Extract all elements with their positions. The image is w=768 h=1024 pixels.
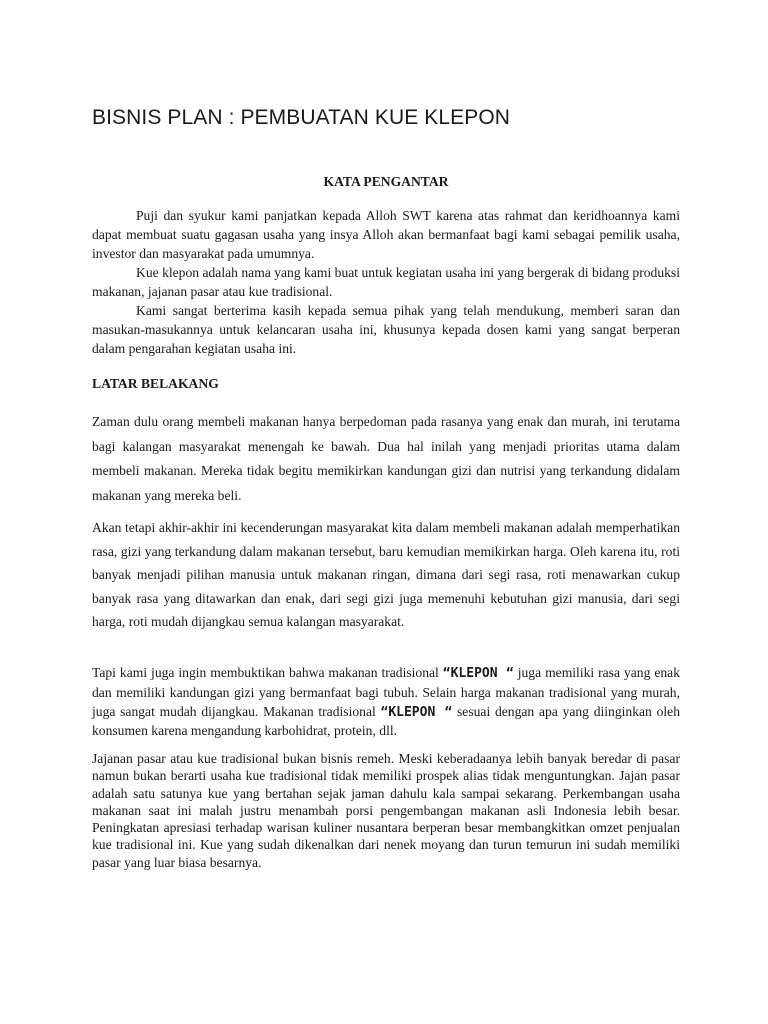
foreword-paragraph: Kue klepon adalah nama yang kami buat untuk kegiatan usaha ini yang bergerak di bidang produksi makanan, jajanan pasar atau kue tradisional. xyxy=(92,265,680,299)
background-paragraph-4: Jajanan pasar atau kue tradisional bukan bisnis remeh. Meski keberadaanya lebih banyak beredar di pasar namun bukan berarti usaha kue tradisional tidak memiliki prospek alias tidak menguntungkan. Jajan pasar adalah satu satunya kue yang bertahan sejak jaman dahulu kala sampai sekarang. Perkembangan usaha makanan saat ini malah justru menambah porsi pengembangan makanan asli Indonesia lebih besar. Peningkatan apresiasi terhadap warisan kuliner nusantara berperan besar membangkitkan omzet penjualan kue tradisional ini. Kue yang sudah dikenalkan dari nenek moyang dan turun temurun ini sudah memiliki pasar yang luar biasa besarnya. xyxy=(92,751,680,870)
background-paragraph-3 xyxy=(92,664,680,741)
foreword-body xyxy=(92,206,680,358)
paragraph-text: Tapi kami juga ingin membuktikan bahwa makanan tradisional xyxy=(92,665,443,680)
klepon-highlight: “KLEPON “ xyxy=(442,666,514,681)
paragraph-text: juga memiliki rasa yang enak dan memiliki kandungan gizi yang bermanfaat bagi tubuh. Selain harga makanan tradisional yang murah, juga sangat mudah dijangkau. Makanan tradisional xyxy=(92,665,680,719)
background-paragraph-1: Zaman dulu orang membeli makanan hanya berpedoman pada rasanya yang enak dan murah, ini terutama bagi kalangan masyarakat menengah ke bawah. Dua hal inilah yang menjadi prioritas utama dalam membeli makanan. Mereka tidak begitu memikirkan kandungan gizi dan nutrisi yang terkandung didalam makanan yang mereka beli. xyxy=(92,414,680,503)
foreword-heading: KATA PENGANTAR xyxy=(323,174,449,189)
background-paragraph-2: Akan tetapi akhir-akhir ini kecenderungan masyarakat kita dalam membeli makanan adalah memperhatikan rasa, gizi yang terkandung dalam makanan tersebut, baru kemudian memikirkan harga. Oleh karena itu, roti banyak menjadi pilihan manusia untuk makanan ringan, dimana dari segi rasa, roti menawarkan cukup banyak rasa yang ditawarkan dan enak, dari segi gizi juga memenuhi kebutuhan gizi manusia, dari segi harga, roti mudah dijangkau semua kalangan masyarakat. xyxy=(92,520,680,629)
foreword-paragraph: Kami sangat berterima kasih kepada semua pihak yang telah mendukung, memberi saran dan masukan-masukannya untuk kelancaran usaha ini, khusunya kepada dosen kami yang sangat berperan dalam pengarahan kegiatan usaha ini. xyxy=(92,303,680,356)
foreword-paragraph: Puji dan syukur kami panjatkan kepada Alloh SWT karena atas rahmat dan keridhoannya kami dapat membuat suatu gagasan usaha yang insya Alloh akan bermanfaat bagi kami sebagai pemilik usaha, investor dan masyarakat pada umumnya. xyxy=(92,208,680,261)
document-title: BISNIS PLAN : PEMBUATAN KUE KLEPON xyxy=(92,106,511,129)
background-heading: LATAR BELAKANG xyxy=(92,376,219,391)
paragraph-text: sesuai dengan apa yang diinginkan oleh konsumen karena mengandung karbohidrat, protein, dll. xyxy=(92,703,680,739)
klepon-highlight: “KLEPON “ xyxy=(380,704,453,720)
